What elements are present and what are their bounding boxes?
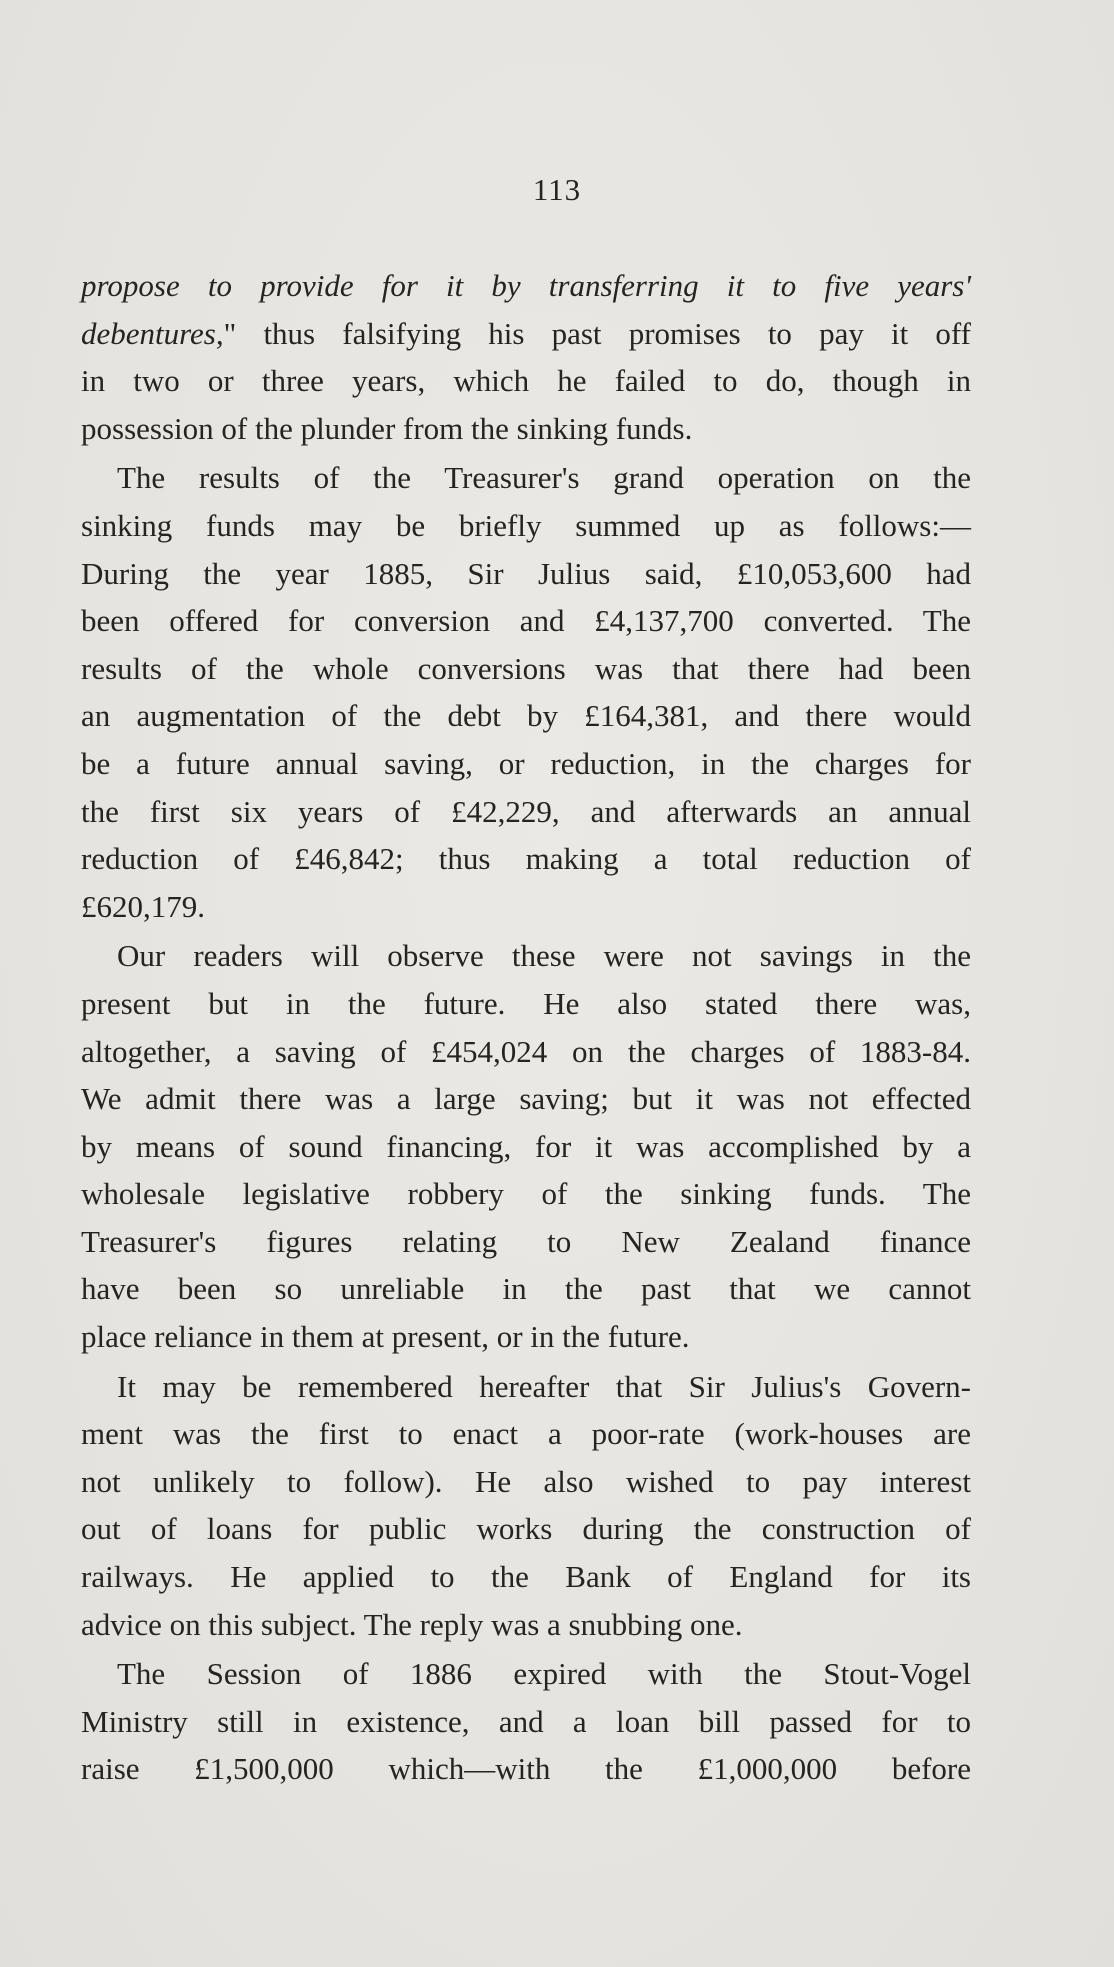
text-run: altogether, a saving of £454,024 on the charges of 1883-84. — [81, 1033, 971, 1069]
text-run: the first six years of £42,229, and afterwards an annual — [81, 793, 971, 829]
paragraph — [81, 262, 971, 452]
text-run: The results of the Treasurer's grand operation on the — [117, 460, 971, 496]
text-run: be a future annual saving, or reduction, in the charges for — [81, 745, 971, 781]
text-line — [81, 1650, 971, 1698]
italic-text: debentures, — [81, 315, 224, 351]
text-line — [81, 310, 971, 358]
text-line — [81, 788, 971, 836]
text-run: wholesale legislative robbery of the sinking funds. The — [81, 1176, 971, 1212]
text-run: " thus falsifying his past promises to pay it off — [223, 315, 971, 351]
text-line — [81, 1553, 971, 1601]
text-run: not unlikely to follow). He also wished to pay interest — [81, 1463, 971, 1499]
text-run: have been so unreliable in the past that we cannot — [81, 1271, 971, 1307]
text-line — [81, 1170, 971, 1218]
text-line — [81, 932, 971, 980]
text-line — [81, 1218, 971, 1266]
page-number: 113 — [532, 172, 582, 207]
text-run: railways. He applied to the Bank of England for its — [81, 1559, 971, 1595]
text-line — [81, 1265, 971, 1313]
text-run: It may be remembered hereafter that Sir Julius's Govern- — [117, 1368, 971, 1404]
text-line — [81, 597, 971, 645]
text-line — [81, 692, 971, 740]
text-run: by means of sound financing, for it was accomplished by a — [81, 1128, 971, 1164]
text-line — [81, 502, 971, 550]
text-line — [81, 405, 971, 453]
text-run: The Session of 1886 expired with the Stout-Vogel — [117, 1656, 971, 1692]
text-run: possession of the plunder from the sinking funds. — [81, 410, 693, 446]
paragraph — [81, 932, 971, 1360]
text-run: Treasurer's figures relating to New Zealand finance — [81, 1223, 971, 1259]
text-line — [81, 1698, 971, 1746]
text-line — [81, 980, 971, 1028]
italic-text: propose to provide for it by transferring it to five years' — [81, 268, 971, 303]
text-run: present but in the future. He also stated there was, — [81, 985, 971, 1021]
body-text — [81, 262, 971, 1793]
text-run: Ministry still in existence, and a loan bill passed for to — [81, 1703, 971, 1739]
text-run: place reliance in them at present, or in the future. — [81, 1319, 690, 1355]
text-run: During the year 1885, Sir Julius said, £10,053,600 had — [81, 555, 971, 591]
text-line — [81, 357, 971, 405]
text-line — [81, 883, 971, 931]
text-line — [81, 454, 971, 502]
text-run: results of the whole conversions was that there had been — [81, 650, 971, 686]
text-run: We admit there was a large saving; but it was not effected — [81, 1081, 971, 1117]
text-line — [81, 550, 971, 598]
text-line — [81, 1123, 971, 1171]
text-run: in two or three years, which he failed to do, though in — [81, 363, 971, 399]
text-line — [81, 1458, 971, 1506]
text-line — [81, 1075, 971, 1123]
text-line — [81, 1505, 971, 1553]
text-run: been offered for conversion and £4,137,700 converted. The — [81, 603, 971, 639]
paragraph — [81, 454, 971, 930]
text-run: Our readers will observe these were not savings in the — [117, 938, 971, 974]
paragraph — [81, 1650, 971, 1793]
paragraph — [81, 1363, 971, 1649]
text-line — [81, 740, 971, 788]
text-run: £620,179. — [81, 888, 205, 924]
text-run: out of loans for public works during the construction of — [81, 1511, 971, 1547]
text-run: sinking funds may be briefly summed up as follows:— — [81, 507, 971, 543]
text-line — [81, 1363, 971, 1411]
text-line — [81, 1313, 971, 1361]
text-line — [81, 1410, 971, 1458]
text-line — [81, 1028, 971, 1076]
text-line — [81, 1745, 971, 1793]
text-line — [81, 262, 971, 310]
text-run: ment was the first to enact a poor-rate (work-houses are — [81, 1416, 971, 1452]
text-run: raise £1,500,000 which—with the £1,000,000 before — [81, 1751, 971, 1787]
text-line — [81, 645, 971, 693]
text-run: an augmentation of the debt by £164,381, and there would — [81, 698, 971, 734]
text-run: reduction of £46,842; thus making a total reduction of — [81, 841, 971, 877]
text-run: advice on this subject. The reply was a snubbing one. — [81, 1606, 743, 1642]
text-line — [81, 835, 971, 883]
text-line — [81, 1601, 971, 1649]
